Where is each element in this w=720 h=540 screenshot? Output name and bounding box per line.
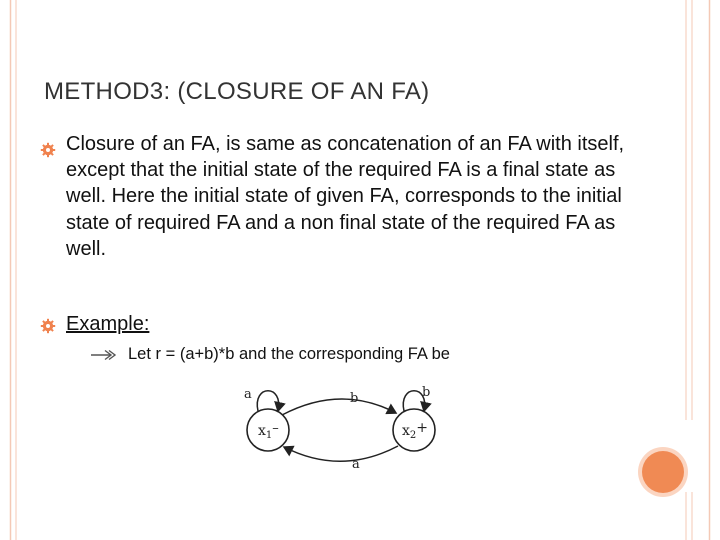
- bullet-closure-definition: Closure of an FA, is same as concatenation of an FA with itself, except that the initial state of the required FA is a final state as well. Here the initial state of given FA, corresponds to the initial state of required FA and a non final state of the required FA as well.: [66, 133, 625, 260]
- gear-bullet-icon: [40, 318, 56, 334]
- transition-x1-to-x2: [282, 399, 396, 415]
- loop-label-x2: b: [422, 385, 431, 400]
- accent-circle: [638, 447, 688, 497]
- arrow-bullet-icon: [90, 349, 116, 361]
- sub-bullet-let-r: Let r = (a+b)*b and the corresponding FA be: [128, 345, 450, 363]
- transition-label-x2-x1: a: [352, 457, 360, 472]
- state-x2: [393, 409, 435, 451]
- transition-label-x1-x2: b: [350, 391, 359, 406]
- svg-text:x1–: $x_1-$: [258, 421, 279, 441]
- slide-title: METHOD3: (CLOSURE OF AN FA): [44, 78, 430, 105]
- loop-x1: [257, 391, 279, 411]
- loop-label-x1: a: [244, 387, 252, 402]
- fa-diagram: [238, 380, 448, 472]
- transition-x2-to-x1: [284, 446, 398, 461]
- bullet-example-heading: Example:: [66, 313, 150, 335]
- svg-text:x2+: $x_2+$: [402, 420, 429, 441]
- gear-bullet-icon: [40, 142, 56, 158]
